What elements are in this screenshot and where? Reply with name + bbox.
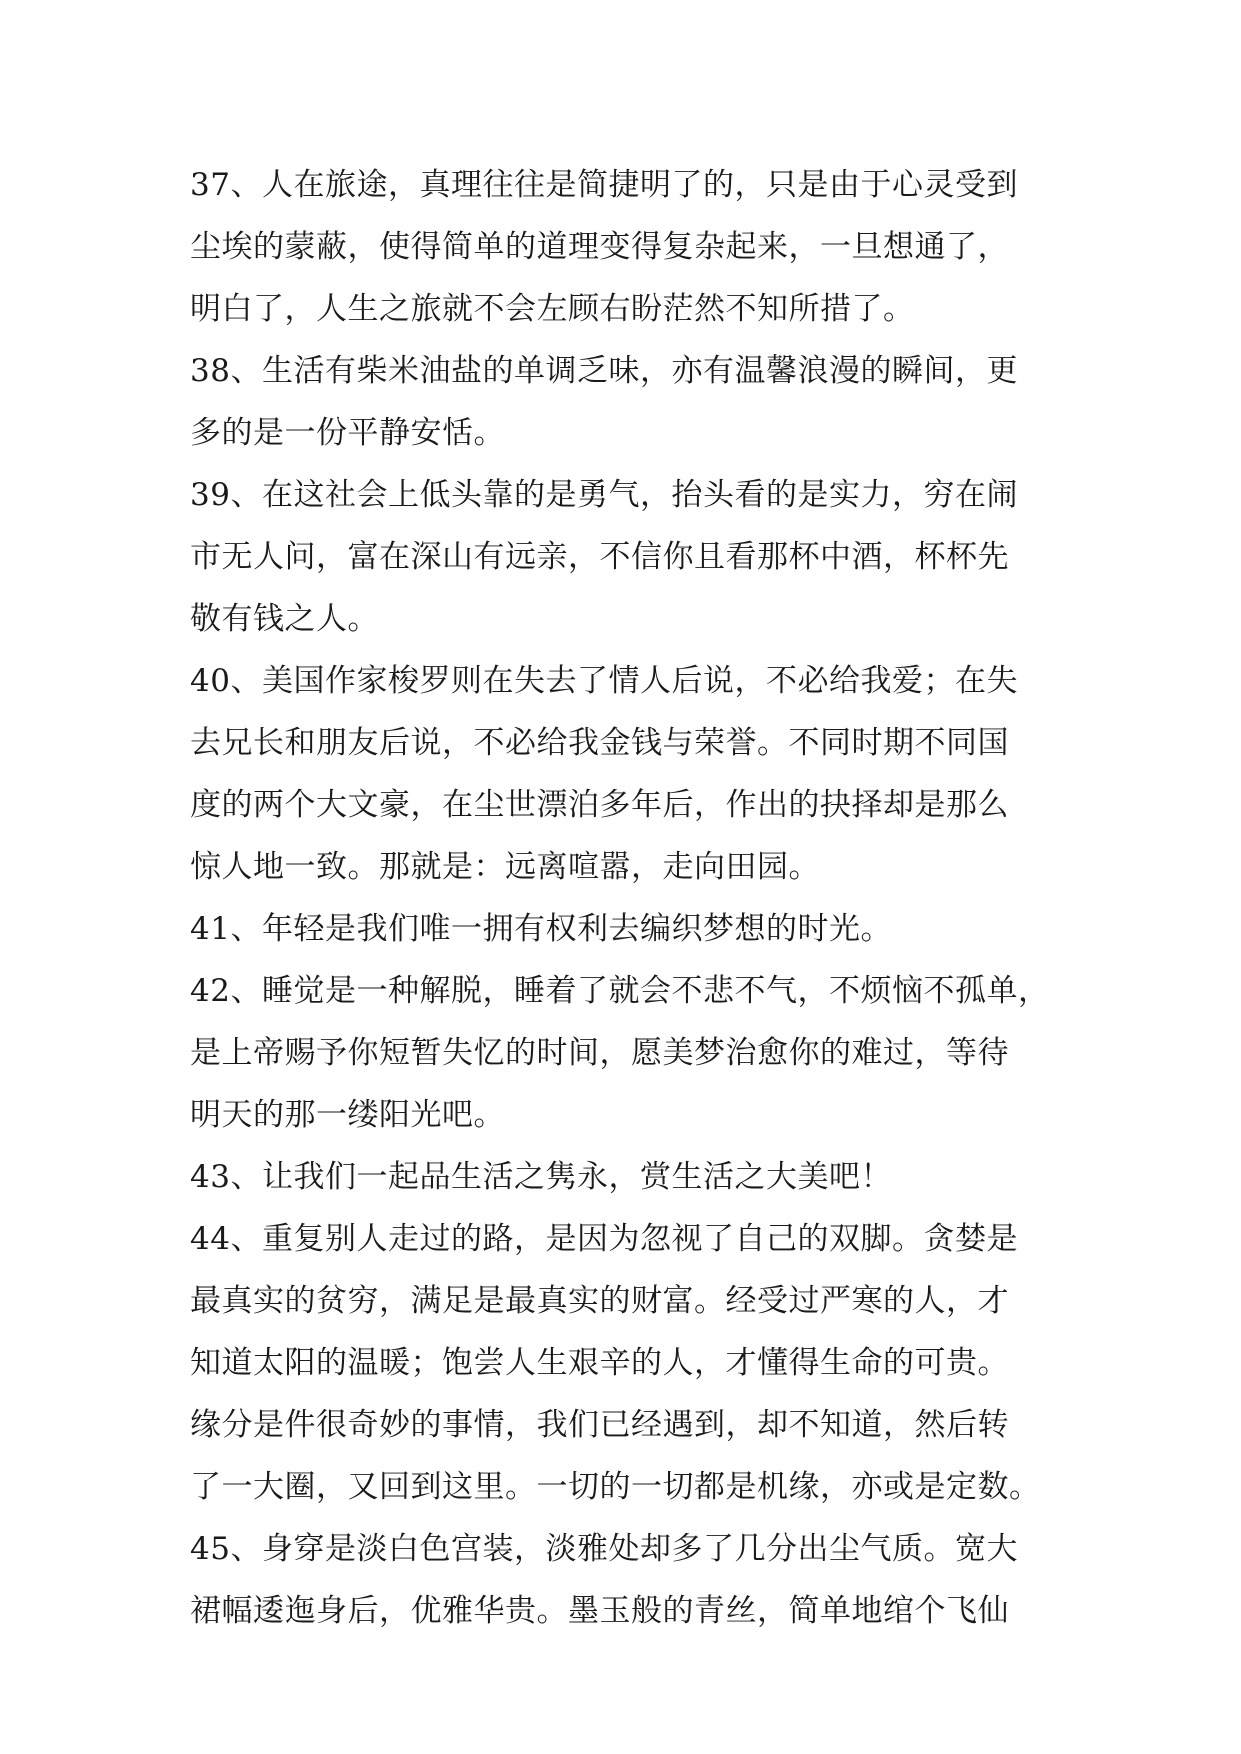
- text-line-16: 明天的那一缕阳光吧。: [190, 1097, 505, 1133]
- text-line-23: 45、身穿是淡白色宫装，淡雅处却多了几分出尘气质。宽大: [190, 1531, 1018, 1567]
- text-line-6: 39、在这社会上低头靠的是勇气，抬头看的是实力，穷在闹: [190, 477, 1018, 513]
- text-line-10: 去兄长和朋友后说，不必给我金钱与荣誉。不同时期不同国: [190, 725, 1009, 761]
- text-line-9: 40、美国作家梭罗则在失去了情人后说，不必给我爱；在失: [190, 663, 1018, 699]
- text-line-11: 度的两个大文豪，在尘世漂泊多年后，作出的抉择却是那么: [190, 787, 1009, 823]
- text-line-18: 44、重复别人走过的路，是因为忽视了自己的双脚。贪婪是: [190, 1221, 1018, 1257]
- text-line-5: 多的是一份平静安恬。: [190, 415, 505, 451]
- text-line-4: 38、生活有柴米油盐的单调乏味，亦有温馨浪漫的瞬间，更: [190, 353, 1018, 389]
- text-line-19: 最真实的贫穷，满足是最真实的财富。经受过严寒的人，才: [190, 1283, 1009, 1319]
- text-line-7: 市无人问，富在深山有远亲，不信你且看那杯中酒，杯杯先: [190, 539, 1009, 575]
- text-line-3: 明白了，人生之旅就不会左顾右盼茫然不知所措了。: [190, 291, 915, 327]
- text-line-13: 41、年轻是我们唯一拥有权利去编织梦想的时光。: [190, 911, 892, 947]
- text-line-22: 了一大圈，又回到这里。一切的一切都是机缘，亦或是定数。: [190, 1469, 1041, 1505]
- text-line-8: 敬有钱之人。: [190, 601, 379, 637]
- text-line-21: 缘分是件很奇妙的事情，我们已经遇到，却不知道，然后转: [190, 1407, 1009, 1443]
- text-line-15: 是上帝赐予你短暂失忆的时间，愿美梦治愈你的难过，等待: [190, 1035, 1009, 1071]
- document-body: [190, 154, 1090, 1642]
- text-line-17: 43、让我们一起品生活之隽永，赏生活之大美吧！: [190, 1159, 892, 1195]
- text-line-24: 裙幅逶迤身后，优雅华贵。墨玉般的青丝，简单地绾个飞仙: [190, 1593, 1009, 1629]
- text-line-2: 尘埃的蒙蔽，使得简单的道理变得复杂起来，一旦想通了，: [190, 229, 1009, 265]
- text-line-14: 42、睡觉是一种解脱，睡着了就会不悲不气，不烦恼不孤单，: [190, 973, 1050, 1009]
- text-line-20: 知道太阳的温暖；饱尝人生艰辛的人，才懂得生命的可贵。: [190, 1345, 1009, 1381]
- text-line-1: 37、人在旅途，真理往往是简捷明了的，只是由于心灵受到: [190, 167, 1018, 203]
- text-line-12: 惊人地一致。那就是：远离喧嚣，走向田园。: [190, 849, 820, 885]
